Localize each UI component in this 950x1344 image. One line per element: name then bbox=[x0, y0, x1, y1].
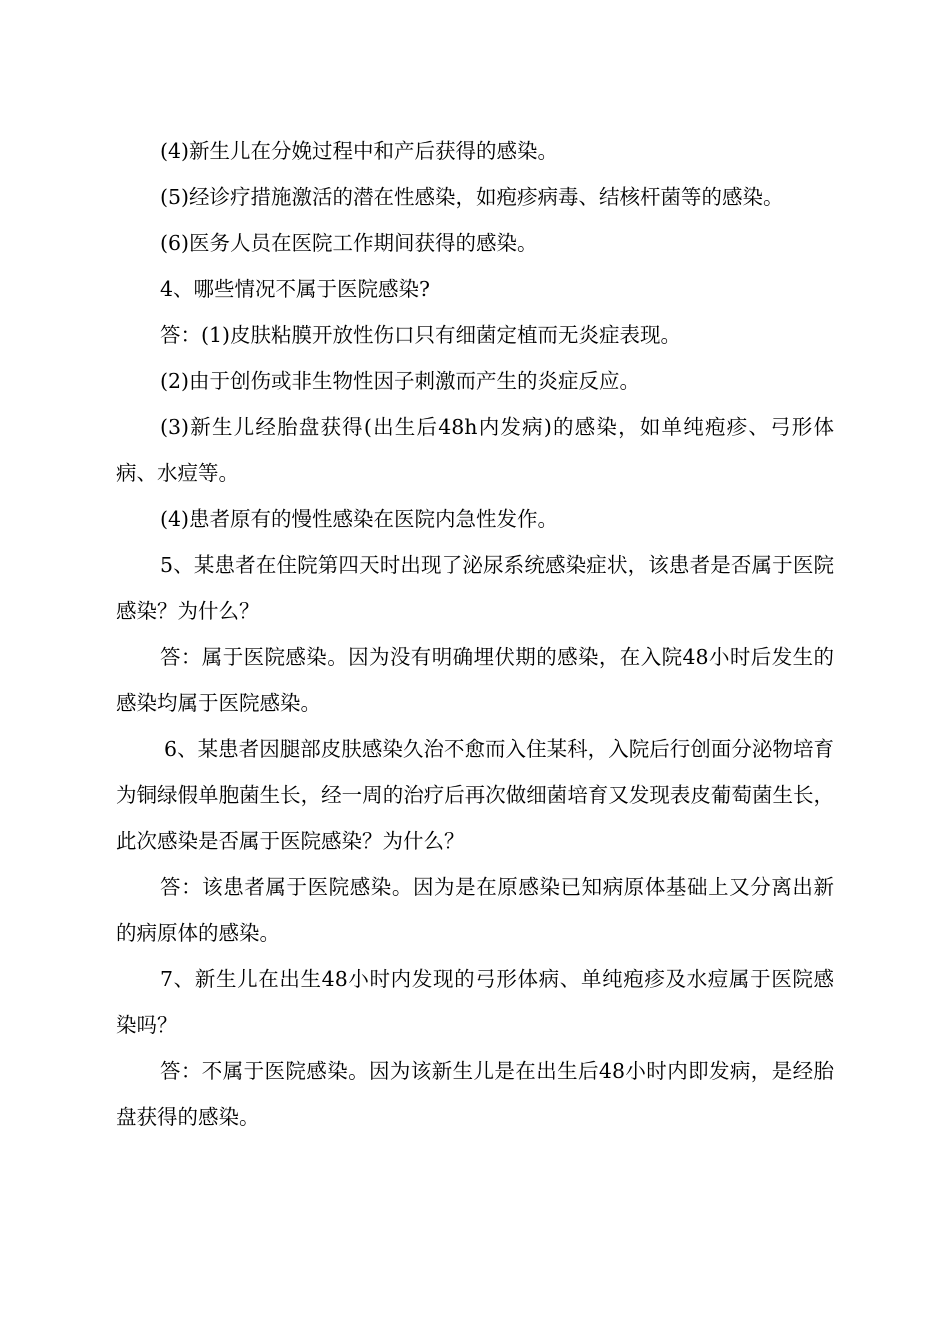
answer-4-item-4: (4)患者原有的慢性感染在医院内急性发作。 bbox=[160, 507, 559, 531]
question-6: 6、某患者因腿部皮肤感染久治不愈而入住某科，入院后行创面分泌物培育为铜绿假单胞菌生长，经一周的治疗后再次做细菌培育又发现表皮葡萄菌生长，此次感染是否属于医院感染？为什么？ bbox=[116, 737, 834, 853]
answer-5: 答：属于医院感染。因为没有明确埋伏期的感染，在入院48小时后发生的感染均属于医院感染。 bbox=[116, 645, 834, 715]
paragraph-item-5: (5)经诊疗措施激活的潜在性感染，如疱疹病毒、结核杆菌等的感染。 bbox=[160, 185, 784, 209]
answer-4-item-1: 答：(1)皮肤粘膜开放性伤口只有细菌定植而无炎症表现。 bbox=[160, 323, 682, 347]
paragraph-item-6: (6)医务人员在医院工作期间获得的感染。 bbox=[160, 231, 538, 255]
question-5: 5、某患者在住院第四天时出现了泌尿系统感染症状，该患者是否属于医院感染？为什么？ bbox=[116, 553, 834, 623]
answer-7: 答：不属于医院感染。因为该新生儿是在出生后48小时内即发病，是经胎盘获得的感染。 bbox=[116, 1059, 834, 1129]
paragraph-item-4: (4)新生儿在分娩过程中和产后获得的感染。 bbox=[160, 139, 559, 163]
question-7: 7、新生儿在出生48小时内发现的弓形体病、单纯疱疹及水痘属于医院感染吗？ bbox=[116, 967, 834, 1037]
answer-6: 答：该患者属于医院感染。因为是在原感染已知病原体基础上又分离出新的病原体的感染。 bbox=[116, 875, 834, 945]
document-page bbox=[116, 128, 834, 1140]
answer-4-item-3: (3)新生儿经胎盘获得(出生后48h内发病)的感染，如单纯疱疹、弓形体病、水痘等。 bbox=[116, 415, 834, 485]
question-4: 4、哪些情况不属于医院感染? bbox=[160, 277, 431, 301]
answer-4-item-2: (2)由于创伤或非生物性因子刺激而产生的炎症反应。 bbox=[160, 369, 641, 393]
